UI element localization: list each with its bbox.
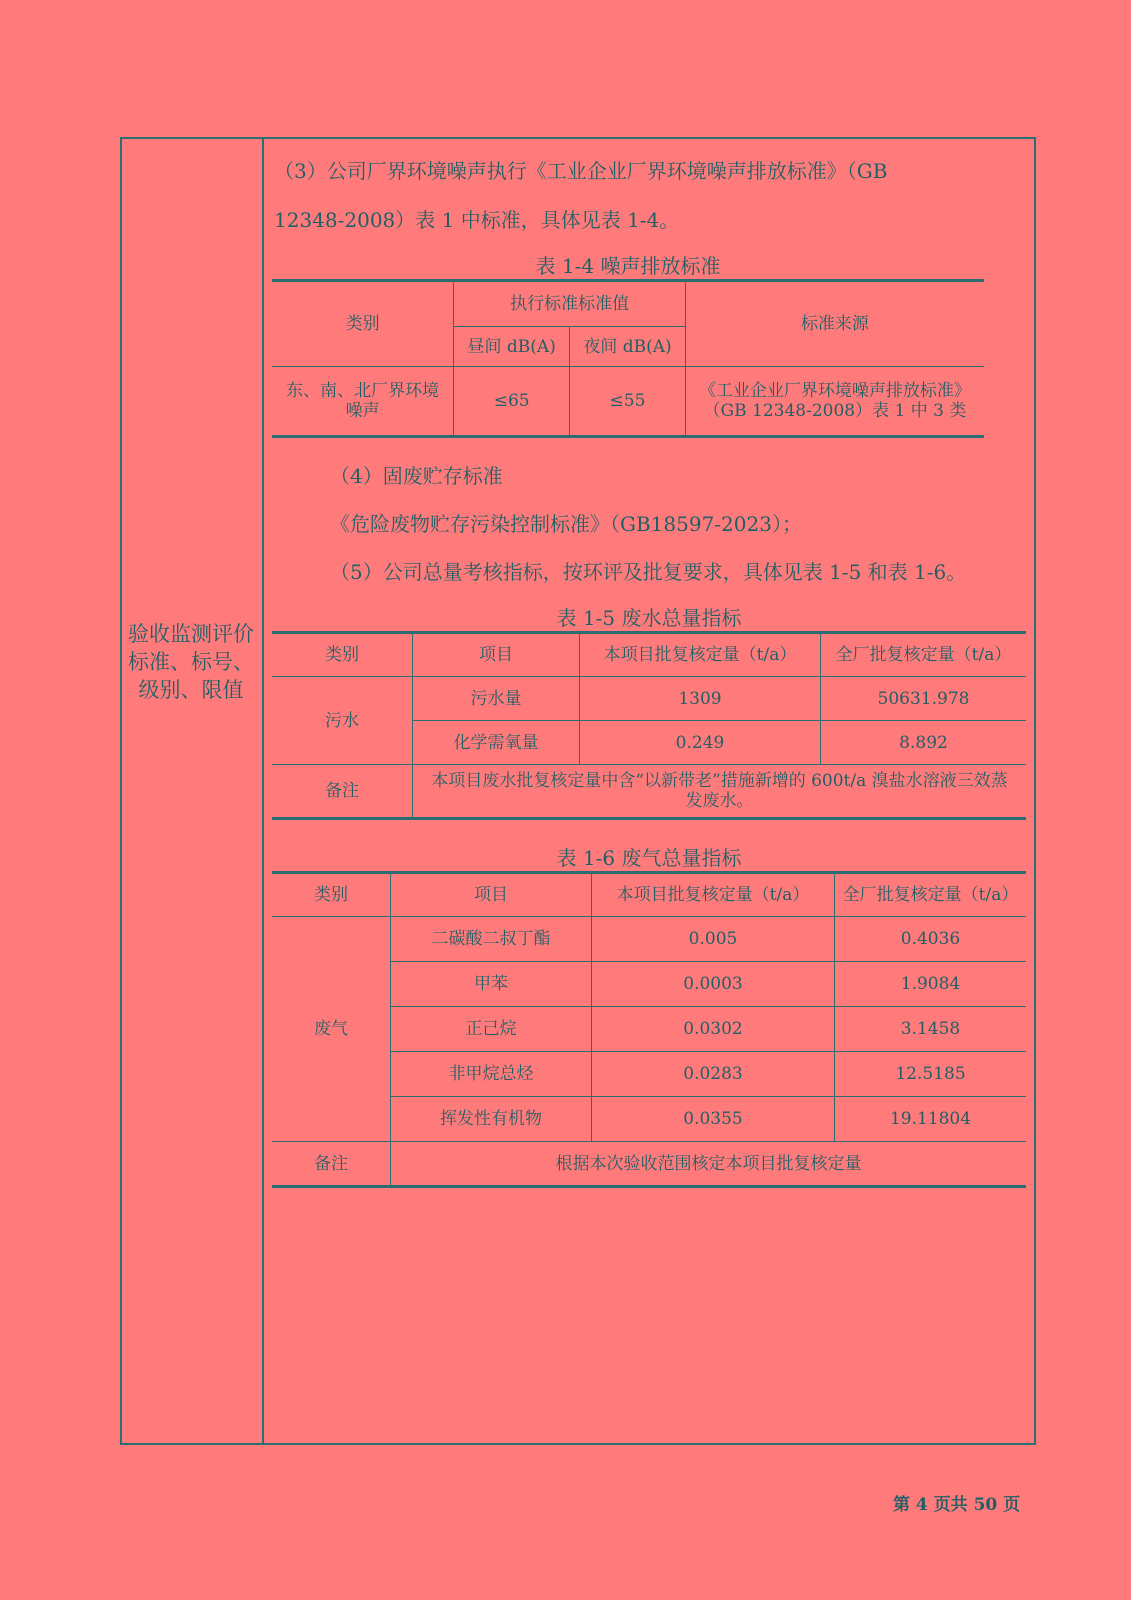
cell-item: 污水量 — [413, 677, 580, 721]
header-project-amount: 本项目批复核定量（t/a） — [580, 633, 821, 677]
cell-night-limit: ≤55 — [570, 367, 686, 437]
header-category: 类别 — [272, 633, 413, 677]
cell-group: 污水 — [272, 677, 413, 765]
paragraph-5: （5）公司总量考核指标，按环评及批复要求，具体见表 1-5 和表 1-6。 — [330, 560, 967, 584]
header-category: 类别 — [272, 281, 454, 367]
header-item: 项目 — [413, 633, 580, 677]
cell-note-label: 备注 — [272, 1142, 391, 1187]
cell-plant-amount: 1.9084 — [835, 962, 1027, 1007]
header-plant-amount: 全厂批复核定量（t/a） — [835, 873, 1027, 917]
cell-plant-amount: 8.892 — [821, 721, 1027, 765]
header-exec-standard: 执行标准标准值 — [454, 281, 686, 327]
cell-project-amount: 0.0283 — [592, 1052, 835, 1097]
header-project-amount: 本项目批复核定量（t/a） — [592, 873, 835, 917]
cell-item: 甲苯 — [391, 962, 592, 1007]
table-1-5-caption: 表 1-5 废水总量指标 — [556, 606, 742, 630]
table-1-4-caption: 表 1-4 噪声排放标准 — [535, 254, 721, 278]
header-plant-amount: 全厂批复核定量（t/a） — [821, 633, 1027, 677]
header-day: 昼间 dB(A) — [454, 327, 570, 367]
cell-project-amount: 1309 — [580, 677, 821, 721]
row-label: 验收监测评价标准、标号、级别、限值 — [128, 622, 254, 702]
header-category: 类别 — [272, 873, 391, 917]
column-divider — [262, 137, 264, 1445]
cell-item: 正己烷 — [391, 1007, 592, 1052]
paragraph-3-line1: （3）公司厂界环境噪声执行《工业企业厂界环境噪声排放标准》（GB — [274, 159, 888, 183]
cell-plant-amount: 0.4036 — [835, 917, 1027, 962]
cell-item: 非甲烷总烃 — [391, 1052, 592, 1097]
exhaust-total-table — [272, 871, 1026, 1188]
cell-plant-amount: 50631.978 — [821, 677, 1027, 721]
page-number: 第 4 页共 50 页 — [893, 1495, 1021, 1515]
cell-plant-amount: 3.1458 — [835, 1007, 1027, 1052]
cell-source: 《工业企业厂界环境噪声排放标准》（GB 12348-2008）表 1 中 3 类 — [685, 367, 984, 437]
header-night: 夜间 dB(A) — [570, 327, 686, 367]
cell-project-amount: 0.0355 — [592, 1097, 835, 1142]
cell-project-amount: 0.249 — [580, 721, 821, 765]
cell-note-label: 备注 — [272, 765, 413, 819]
cell-item: 挥发性有机物 — [391, 1097, 592, 1142]
cell-group: 废气 — [272, 917, 391, 1142]
header-source: 标准来源 — [685, 281, 984, 367]
paragraph-3-line2: 12348-2008）表 1 中标准，具体见表 1-4。 — [274, 208, 680, 232]
cell-category: 东、南、北厂界环境噪声 — [272, 367, 454, 437]
header-item: 项目 — [391, 873, 592, 917]
cell-note: 根据本次验收范围核定本项目批复核定量 — [391, 1142, 1027, 1187]
table-1-6-caption: 表 1-6 废气总量指标 — [556, 846, 742, 870]
cell-day-limit: ≤65 — [454, 367, 570, 437]
cell-plant-amount: 19.11804 — [835, 1097, 1027, 1142]
cell-project-amount: 0.0302 — [592, 1007, 835, 1052]
cell-project-amount: 0.0003 — [592, 962, 835, 1007]
cell-note: 本项目废水批复核定量中含“以新带老”措施新增的 600t/a 溴盐水溶液三效蒸发废水。 — [413, 765, 1027, 819]
cell-item: 二碳酸二叔丁酯 — [391, 917, 592, 962]
paragraph-4-title: （4）固废贮存标准 — [330, 464, 503, 488]
noise-standard-table — [272, 279, 984, 438]
cell-item: 化学需氧量 — [413, 721, 580, 765]
paragraph-4-body: 《危险废物贮存污染控制标准》（GB18597-2023）； — [330, 512, 802, 536]
cell-plant-amount: 12.5185 — [835, 1052, 1027, 1097]
cell-project-amount: 0.005 — [592, 917, 835, 962]
wastewater-total-table — [272, 631, 1026, 820]
